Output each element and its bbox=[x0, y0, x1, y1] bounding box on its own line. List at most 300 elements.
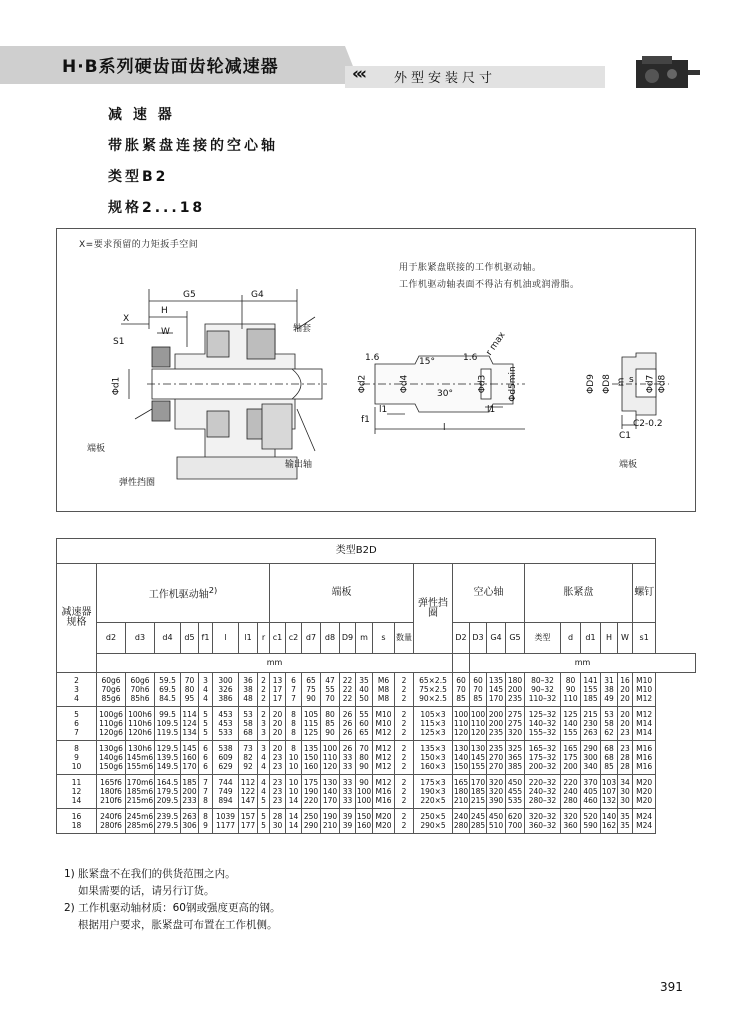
table-cell bbox=[340, 707, 356, 741]
cell-value: 744 bbox=[218, 778, 233, 787]
cell-value: 65 bbox=[306, 676, 316, 685]
table-cell bbox=[506, 741, 525, 775]
cell-value: 245m6 bbox=[126, 812, 154, 821]
cell-value: 85 bbox=[604, 762, 614, 771]
cell-value: 240 bbox=[563, 787, 578, 796]
table-cell bbox=[239, 741, 258, 775]
cell-value: 13 bbox=[272, 676, 283, 685]
cell-value: 70h6 bbox=[130, 685, 150, 694]
cell-value: 22 bbox=[342, 685, 353, 694]
cell-value: 23 bbox=[272, 753, 283, 762]
cell-value: 325 bbox=[507, 744, 523, 753]
table-cell bbox=[356, 809, 373, 834]
table-cell bbox=[395, 741, 414, 775]
note-wrench-space: X=要求预留的力矩扳手空间 bbox=[79, 240, 199, 250]
cell-value: M8 bbox=[377, 694, 390, 703]
sub-col-24: W bbox=[618, 623, 633, 654]
table-cell bbox=[373, 673, 395, 707]
table-cell bbox=[356, 673, 373, 707]
table-cell bbox=[633, 673, 656, 707]
cell-value: 80 bbox=[359, 753, 369, 762]
cell-value: 30 bbox=[620, 787, 630, 796]
cell-value: 620 bbox=[507, 812, 523, 821]
cell-value: 5 bbox=[203, 710, 208, 719]
cell-value: 200 bbox=[563, 762, 578, 771]
cell-value: 233 bbox=[182, 796, 197, 805]
cell-value: 2 bbox=[401, 744, 407, 753]
cell-value: 320 bbox=[563, 812, 578, 821]
cell-value: M16 bbox=[636, 753, 653, 762]
cell-value: 55 bbox=[325, 685, 335, 694]
cell-value: 145 bbox=[470, 753, 486, 762]
cell-value: 8 bbox=[291, 719, 296, 728]
cell-value: 275 bbox=[507, 710, 523, 719]
table-cell bbox=[286, 741, 302, 775]
cell-value: 150 bbox=[356, 812, 372, 821]
table-cell bbox=[618, 673, 633, 707]
table-cell bbox=[601, 775, 618, 809]
gearbox-thumbnail-icon bbox=[632, 54, 702, 92]
cell-value: 2 bbox=[401, 728, 407, 737]
cell-value: 80 bbox=[565, 676, 576, 685]
cell-value: 629 bbox=[218, 762, 233, 771]
cell-value: 270 bbox=[488, 753, 504, 762]
col-group-shaft bbox=[97, 564, 270, 623]
cell-value: 210f6 bbox=[100, 796, 122, 805]
cell-value: 60 bbox=[359, 719, 369, 728]
table-cell bbox=[581, 775, 601, 809]
cell-value: 95 bbox=[184, 694, 195, 703]
cell-value: 5 bbox=[203, 728, 208, 737]
unit-right: mm bbox=[470, 654, 696, 673]
cell-value: M10 bbox=[636, 685, 653, 694]
cell-value: 2 bbox=[261, 685, 266, 694]
table-body bbox=[57, 673, 696, 834]
label-c1: C1 bbox=[619, 431, 632, 441]
cell-value: 215 bbox=[470, 796, 486, 805]
drawing-panel bbox=[56, 228, 696, 512]
table-cell bbox=[487, 741, 506, 775]
table-cell bbox=[286, 775, 302, 809]
cell-value: 28 bbox=[620, 762, 630, 771]
cell-value: 85h6 bbox=[130, 694, 150, 703]
cell-value: 68 bbox=[604, 753, 614, 762]
table-cell bbox=[302, 809, 321, 834]
cell-value: 210 bbox=[453, 796, 469, 805]
cell-value: 150×3 bbox=[420, 753, 446, 762]
cell-value: 190 bbox=[303, 787, 319, 796]
table-cell bbox=[340, 741, 356, 775]
table-cell bbox=[302, 741, 321, 775]
table-cell bbox=[181, 707, 199, 741]
table-cell bbox=[199, 809, 213, 834]
label-roughness-b: 1.6 bbox=[463, 353, 478, 363]
table-cell bbox=[506, 707, 525, 741]
cell-value: 33 bbox=[342, 753, 353, 762]
table-cell bbox=[270, 809, 286, 834]
cell-value: 5 bbox=[74, 710, 79, 719]
table-caption: 类型B2D bbox=[57, 539, 656, 564]
cell-value: 110g6 bbox=[99, 719, 123, 728]
label-l: l bbox=[443, 423, 446, 433]
cell-value: 99.5 bbox=[159, 710, 176, 719]
cell-value: 185 bbox=[470, 787, 486, 796]
sub-col-17: D3 bbox=[470, 623, 487, 654]
table-cell bbox=[506, 673, 525, 707]
cell-value: 385 bbox=[507, 762, 523, 771]
cell-value: 12 bbox=[71, 787, 82, 796]
table-cell bbox=[453, 673, 470, 707]
cell-value: 33 bbox=[342, 787, 353, 796]
cell-value: 453 bbox=[218, 719, 233, 728]
cell-value: 4 bbox=[203, 694, 208, 703]
table-cell bbox=[373, 741, 395, 775]
sub-header-row bbox=[57, 623, 696, 654]
cell-value: 460 bbox=[583, 796, 598, 805]
cell-value: M16 bbox=[375, 796, 392, 805]
cell-value: 120 bbox=[322, 762, 338, 771]
col-group-hollow: 空心轴 bbox=[453, 564, 525, 623]
table-cell bbox=[340, 775, 356, 809]
table-cell bbox=[321, 809, 340, 834]
cell-value: M6 bbox=[377, 676, 390, 685]
cell-size bbox=[57, 775, 97, 809]
cell-value: 280 bbox=[563, 796, 578, 805]
cell-value: 360 bbox=[563, 821, 578, 830]
cell-value: 80 bbox=[325, 710, 335, 719]
table-row bbox=[57, 775, 696, 809]
note-shaft-purpose: 用于胀紧盘联接的工作机驱动轴。 bbox=[399, 263, 542, 273]
table-cell bbox=[340, 809, 356, 834]
cell-value: 220 bbox=[563, 778, 578, 787]
cell-value: 20 bbox=[620, 694, 630, 703]
cell-value: 165–32 bbox=[528, 744, 557, 753]
table-cell bbox=[155, 775, 181, 809]
cell-value: 185 bbox=[583, 694, 598, 703]
table-cell bbox=[487, 809, 506, 834]
cell-value: 140 bbox=[563, 719, 578, 728]
cell-value: 165 bbox=[563, 744, 578, 753]
cell-value: 2 bbox=[401, 812, 407, 821]
table-cell bbox=[487, 775, 506, 809]
sub-col-4: f1 bbox=[199, 623, 213, 654]
cell-value: 120 bbox=[453, 728, 469, 737]
cell-value: 185 bbox=[182, 778, 197, 787]
cell-value: 235 bbox=[488, 728, 504, 737]
cell-value: 60g6 bbox=[101, 676, 121, 685]
cell-value: 2 bbox=[261, 710, 266, 719]
cell-value: 85 bbox=[325, 719, 335, 728]
cell-value: 26 bbox=[342, 710, 353, 719]
col-group-screw: 螺钉 bbox=[633, 564, 656, 623]
shaft-group-sup: 2) bbox=[208, 585, 218, 596]
cell-value: 245 bbox=[470, 812, 486, 821]
cell-size bbox=[57, 809, 97, 834]
table-cell bbox=[239, 673, 258, 707]
cell-value: 200 bbox=[182, 787, 197, 796]
cell-value: 155 bbox=[563, 728, 578, 737]
cell-value: 48 bbox=[243, 694, 253, 703]
cell-value: 100 bbox=[470, 710, 486, 719]
cell-value: 2 bbox=[261, 676, 266, 685]
table-cell bbox=[199, 741, 213, 775]
cell-value: 175 bbox=[563, 753, 578, 762]
sub-col-12: D9 bbox=[340, 623, 356, 654]
table-cell bbox=[340, 673, 356, 707]
cell-value: 165 bbox=[453, 778, 469, 787]
cell-value: 5 bbox=[261, 812, 266, 821]
cell-value: 120 bbox=[470, 728, 486, 737]
cell-value: 4 bbox=[261, 787, 266, 796]
sub-col-25: s1 bbox=[633, 623, 656, 654]
cell-value: M16 bbox=[375, 787, 392, 796]
cell-value: 7 bbox=[203, 787, 208, 796]
cell-value: 10 bbox=[288, 753, 299, 762]
cell-value: 110–32 bbox=[528, 694, 557, 703]
table-cell bbox=[286, 707, 302, 741]
col-reducer-size: 减速器规格 bbox=[57, 564, 97, 673]
label-rmax: r max bbox=[484, 330, 508, 358]
label-end-plate-2: 端板 bbox=[619, 460, 638, 470]
cell-size bbox=[57, 673, 97, 707]
cell-value: 179.5 bbox=[156, 787, 179, 796]
cell-value: 155–32 bbox=[528, 728, 557, 737]
cell-value: 20 bbox=[272, 710, 283, 719]
table-cell bbox=[453, 775, 470, 809]
cell-value: 26 bbox=[342, 744, 353, 753]
table-cell bbox=[525, 775, 561, 809]
cell-value: 263 bbox=[182, 812, 197, 821]
cell-value: 160 bbox=[356, 821, 372, 830]
unit-blank bbox=[453, 654, 470, 673]
table-cell bbox=[321, 741, 340, 775]
cell-value: 235 bbox=[488, 744, 504, 753]
cell-value: 140 bbox=[453, 753, 469, 762]
table-cell bbox=[181, 673, 199, 707]
footnote-2: 2) 工作机驱动轴材质：60钢或强度更高的钢。 bbox=[64, 902, 281, 914]
cell-value: 280 bbox=[453, 821, 469, 830]
cell-value: M16 bbox=[636, 744, 653, 753]
cell-value: 80–32 bbox=[531, 676, 554, 685]
table-cell bbox=[373, 707, 395, 741]
cell-value: 6 bbox=[291, 676, 296, 685]
cell-value: 139.5 bbox=[156, 753, 179, 762]
table-cell bbox=[470, 673, 487, 707]
cell-value: 290×5 bbox=[420, 821, 446, 830]
cell-value: 40 bbox=[359, 685, 369, 694]
table-cell bbox=[126, 809, 155, 834]
cell-value: 160 bbox=[303, 762, 319, 771]
cell-value: 100 bbox=[356, 787, 372, 796]
cell-value: 185m6 bbox=[126, 787, 154, 796]
cell-value: M12 bbox=[375, 728, 392, 737]
table-cell bbox=[561, 707, 581, 741]
table-cell bbox=[181, 809, 199, 834]
table-cell bbox=[470, 775, 487, 809]
cell-value: 120h6 bbox=[128, 728, 152, 737]
cell-value: 20 bbox=[272, 744, 283, 753]
cell-value: 320 bbox=[507, 728, 523, 737]
cell-value: 200 bbox=[507, 685, 523, 694]
table-cell bbox=[601, 741, 618, 775]
cell-value: M20 bbox=[375, 821, 392, 830]
page-number: 391 bbox=[660, 980, 683, 994]
cell-value: 130h6 bbox=[128, 744, 152, 753]
table-row bbox=[57, 741, 696, 775]
label-s1: S1 bbox=[113, 337, 125, 347]
cell-value: 215m6 bbox=[126, 796, 154, 805]
cell-value: 7 bbox=[74, 728, 79, 737]
table-cell bbox=[286, 673, 302, 707]
table-cell bbox=[525, 809, 561, 834]
footnote-2b: 根据用户要求，胀紧盘可布置在工作机侧。 bbox=[78, 919, 278, 931]
table-cell bbox=[213, 775, 239, 809]
cell-value: 10 bbox=[288, 787, 299, 796]
table-cell bbox=[414, 741, 453, 775]
cell-value: 155m6 bbox=[126, 762, 154, 771]
table-cell bbox=[97, 673, 126, 707]
table-cell bbox=[199, 673, 213, 707]
cell-value: 2 bbox=[401, 676, 407, 685]
sub-col-1: d3 bbox=[126, 623, 155, 654]
table-row bbox=[57, 673, 696, 707]
cell-value: 70 bbox=[184, 676, 195, 685]
label-end-plate: 端板 bbox=[87, 444, 106, 454]
table-cell bbox=[561, 775, 581, 809]
table-cell bbox=[581, 673, 601, 707]
cell-value: 2 bbox=[401, 685, 407, 694]
label-f1: f1 bbox=[361, 415, 370, 425]
cell-value: M8 bbox=[377, 685, 390, 694]
cell-value: 30 bbox=[272, 821, 283, 830]
cell-value: 300 bbox=[583, 753, 598, 762]
cell-value: 90 bbox=[359, 778, 369, 787]
label-h: H bbox=[161, 306, 168, 316]
table-cell bbox=[373, 809, 395, 834]
cell-value: 60 bbox=[456, 676, 466, 685]
cell-value: 280–32 bbox=[528, 796, 557, 805]
cell-value: 230 bbox=[583, 719, 598, 728]
cell-value: 20 bbox=[620, 685, 630, 694]
cell-value: 60g6 bbox=[130, 676, 150, 685]
cell-value: 16 bbox=[71, 812, 82, 821]
table-cell bbox=[258, 673, 270, 707]
cell-value: 33 bbox=[342, 762, 353, 771]
sub-col-6: l1 bbox=[239, 623, 258, 654]
cell-value: 200 bbox=[488, 710, 504, 719]
cell-value: 3 bbox=[261, 744, 266, 753]
cell-value: 84.5 bbox=[159, 694, 176, 703]
sub-col-5: l bbox=[213, 623, 239, 654]
cell-value: 250 bbox=[303, 812, 319, 821]
label-d8: Φd8 bbox=[657, 374, 668, 394]
cell-value: M24 bbox=[636, 812, 653, 821]
table-cell bbox=[633, 741, 656, 775]
label-s: s bbox=[629, 375, 634, 385]
cell-value: 10 bbox=[288, 762, 299, 771]
table-cell bbox=[561, 809, 581, 834]
cell-value: 9 bbox=[203, 821, 208, 830]
label-x: X bbox=[123, 314, 130, 324]
table-cell bbox=[213, 673, 239, 707]
cell-value: 8 bbox=[291, 710, 296, 719]
table-cell bbox=[321, 707, 340, 741]
cell-value: 290 bbox=[303, 821, 319, 830]
table-cell bbox=[321, 775, 340, 809]
cell-value: 275 bbox=[507, 719, 523, 728]
cell-value: 170 bbox=[322, 796, 338, 805]
table-row bbox=[57, 809, 696, 834]
cell-value: 894 bbox=[218, 796, 233, 805]
cell-value: 3 bbox=[203, 676, 208, 685]
cell-value: 112 bbox=[240, 778, 256, 787]
table-cell bbox=[525, 741, 561, 775]
cell-value: 50 bbox=[359, 694, 369, 703]
cell-value: 134 bbox=[182, 728, 197, 737]
cell-value: 68 bbox=[604, 744, 614, 753]
cell-value: 180 bbox=[507, 676, 523, 685]
cell-value: 100 bbox=[322, 744, 338, 753]
cell-value: 157 bbox=[240, 812, 256, 821]
cell-value: 190 bbox=[322, 812, 338, 821]
cell-value: 190×3 bbox=[420, 787, 446, 796]
sub-col-22: d1 bbox=[581, 623, 601, 654]
cell-value: 22 bbox=[342, 694, 353, 703]
sub-col-10: d7 bbox=[302, 623, 321, 654]
shaft-group-label: 工作机驱动轴 bbox=[148, 589, 209, 601]
cell-value: 110 bbox=[453, 719, 469, 728]
cell-value: 180f6 bbox=[100, 787, 122, 796]
cell-value: 115 bbox=[303, 719, 319, 728]
cell-value: 14 bbox=[288, 796, 299, 805]
cell-value: 8 bbox=[203, 796, 208, 805]
table-cell bbox=[302, 775, 321, 809]
cell-value: 9 bbox=[74, 753, 79, 762]
cell-value: M24 bbox=[636, 821, 653, 830]
cell-value: 320–32 bbox=[528, 812, 557, 821]
cell-value: 34 bbox=[620, 778, 630, 787]
table-cell bbox=[270, 775, 286, 809]
cell-value: 285m6 bbox=[126, 821, 154, 830]
table-cell bbox=[258, 775, 270, 809]
cell-value: 200–32 bbox=[528, 762, 557, 771]
cell-value: 2 bbox=[401, 753, 407, 762]
cell-value: 75×2.5 bbox=[419, 685, 447, 694]
cell-value: 36 bbox=[243, 676, 253, 685]
cell-value: 35 bbox=[359, 676, 369, 685]
table-cell bbox=[414, 809, 453, 834]
table-cell bbox=[258, 707, 270, 741]
cell-value: 39 bbox=[342, 812, 353, 821]
table-cell bbox=[126, 741, 155, 775]
label-d3: Φd3 bbox=[477, 374, 488, 394]
cell-value: 535 bbox=[507, 796, 523, 805]
cell-value: 162 bbox=[601, 821, 617, 830]
table-cell bbox=[633, 809, 656, 834]
cell-value: 10 bbox=[71, 762, 82, 771]
cell-value: 2 bbox=[401, 778, 407, 787]
table-cell bbox=[453, 741, 470, 775]
cell-value: 90×2.5 bbox=[419, 694, 447, 703]
sub-col-2: d4 bbox=[155, 623, 181, 654]
table-cell bbox=[414, 775, 453, 809]
cell-value: M10 bbox=[375, 719, 392, 728]
cell-value: 105×3 bbox=[420, 710, 446, 719]
table-cell bbox=[213, 707, 239, 741]
table-cell bbox=[601, 707, 618, 741]
sub-col-23: H bbox=[601, 623, 618, 654]
table-cell bbox=[395, 673, 414, 707]
